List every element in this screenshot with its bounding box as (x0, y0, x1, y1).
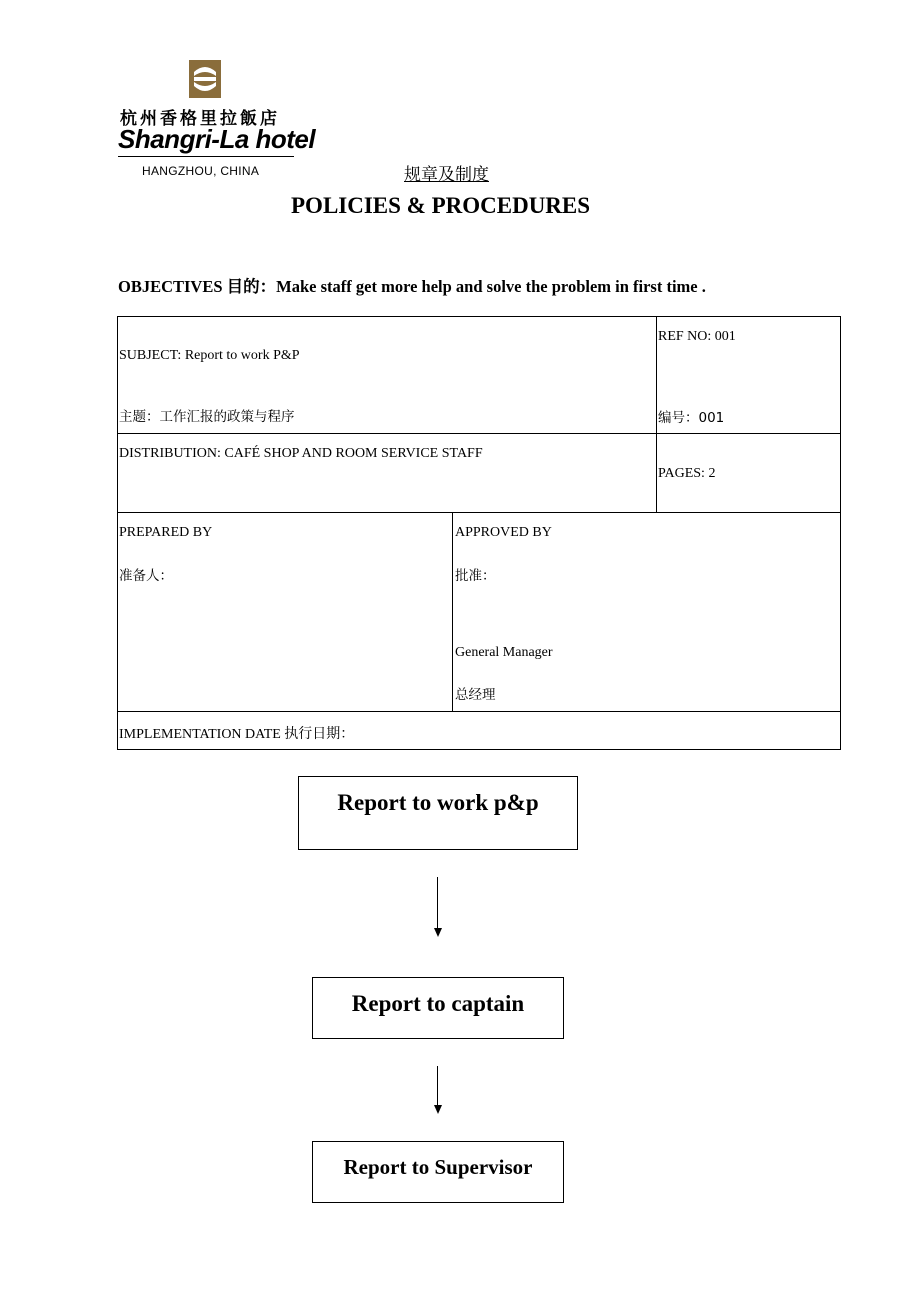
flow-step-box (298, 776, 578, 850)
logo-divider (118, 156, 294, 157)
shangri-la-logo-icon (188, 60, 222, 98)
objectives-text: OBJECTIVES 目的：Make staff get more help and solve the problem in first time . (118, 277, 706, 296)
table-divider (118, 711, 840, 712)
approved-by-label-chinese: 批准： (455, 568, 496, 584)
flow-step-label: Report to captain (351, 991, 525, 1016)
page-title: POLICIES & PROCEDURES (291, 193, 591, 218)
prepared-by-label: PREPARED BY (119, 525, 213, 540)
pages-count: PAGES: 2 (658, 466, 716, 481)
approver-title-chinese: 总经理 (455, 687, 496, 703)
logo-english-name: Shangri-La hotel (118, 124, 316, 154)
approver-title: General Manager (455, 645, 553, 660)
flow-step-box (312, 977, 564, 1039)
arrow-down-icon (434, 1105, 442, 1114)
table-divider (656, 317, 657, 512)
flow-step-label: Report to Supervisor (343, 1155, 533, 1179)
logo-chinese-name: 杭州香格里拉飯店 (120, 109, 280, 129)
table-divider (118, 433, 840, 434)
flow-arrow (437, 877, 438, 929)
table-divider (452, 512, 453, 711)
implementation-date: IMPLEMENTATION DATE 执行日期： (119, 727, 355, 742)
arrow-down-icon (434, 928, 442, 937)
policy-form-table (117, 316, 841, 750)
subject-label-chinese: 主题：工作汇报的政策与程序 (119, 409, 295, 425)
flow-step-box (312, 1141, 564, 1203)
hotel-logo (118, 60, 316, 182)
flow-arrow (437, 1066, 438, 1106)
approved-by-label: APPROVED BY (455, 525, 552, 540)
subject-label: SUBJECT: Report to work P&P (119, 348, 300, 363)
prepared-by-label-chinese: 准备人： (119, 568, 173, 584)
ref-no-chinese: 编号：001 (658, 410, 725, 426)
distribution: DISTRIBUTION: CAFÉ SHOP AND ROOM SERVICE STAFF (119, 446, 483, 461)
table-divider (118, 512, 840, 513)
flow-step-label: Report to work p&p (337, 790, 539, 815)
logo-city: HANGZHOU, CHINA (142, 164, 260, 178)
page-title-chinese: 规章及制度 (404, 165, 489, 185)
ref-no: REF NO: 001 (658, 329, 736, 344)
